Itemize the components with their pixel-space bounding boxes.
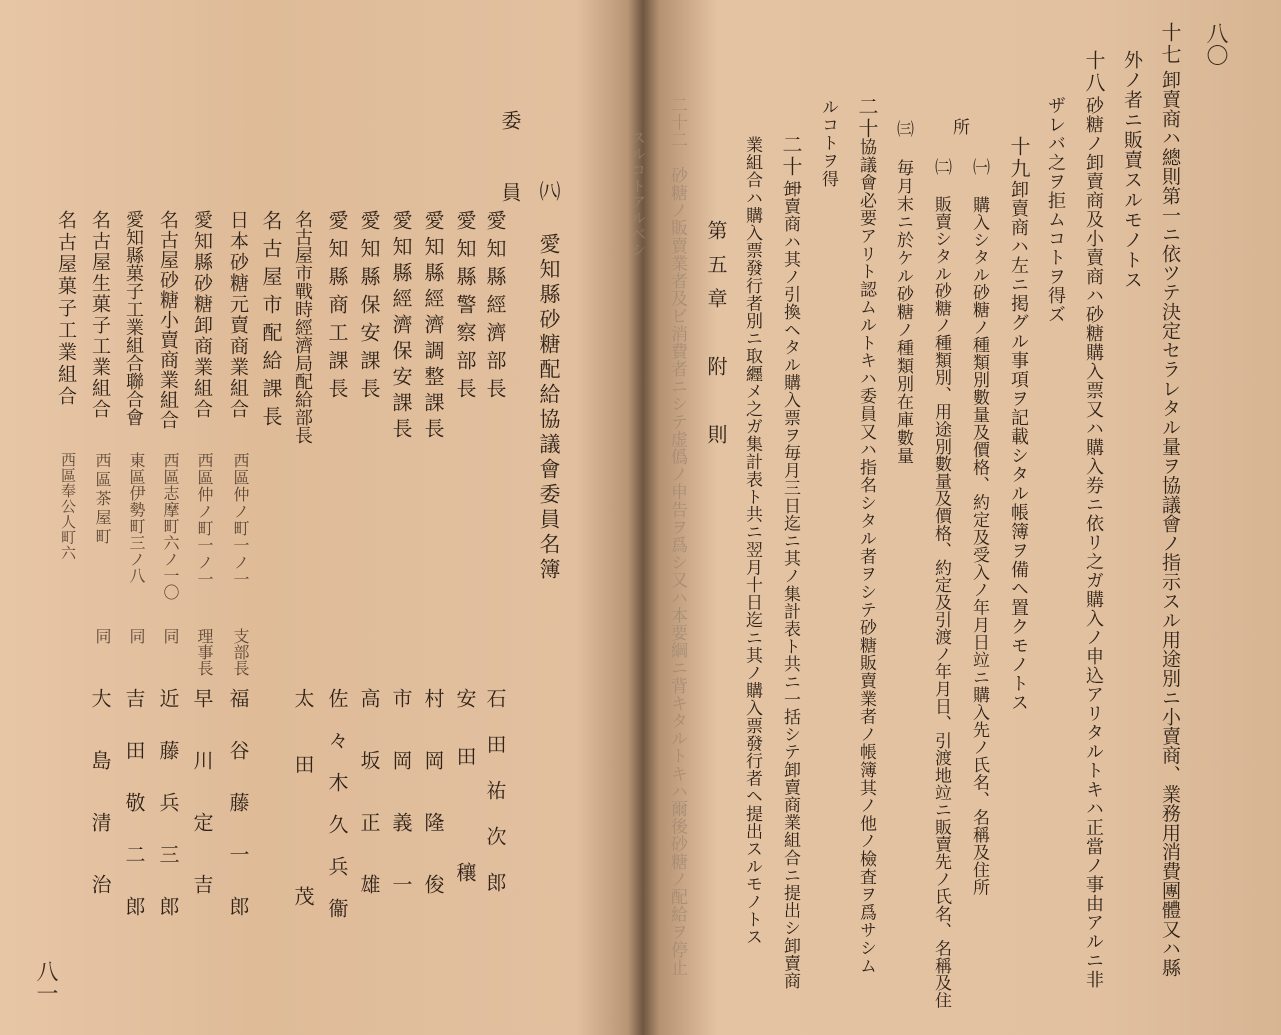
clause-19-item1-cont: 所 xyxy=(949,118,969,135)
committee-label: 委 員 xyxy=(498,110,522,218)
member-org: 愛知縣經濟保安課長 xyxy=(389,210,413,444)
member-org: 愛知縣經濟部長 xyxy=(483,210,507,406)
member-org: 名古屋砂糖小賣商業組合 xyxy=(157,210,179,430)
clause-21-number: 二十一 xyxy=(779,134,803,200)
member-address: 西區志摩町六ノ一〇 xyxy=(161,452,180,601)
member-org: 愛知縣警察部長 xyxy=(453,210,477,406)
member-address: 西區奉公人町六 xyxy=(59,452,77,561)
member-name: 太田 茂 xyxy=(291,688,315,952)
member-name: 佐々木久兵衞 xyxy=(325,688,349,940)
member-title: 同 xyxy=(161,628,180,644)
member-org: 名古屋菓子工業組合 xyxy=(55,210,77,408)
clause-19-line1: 卸賣商ハ左ニ掲グル事項ヲ記載シタル帳簿ヲ備ヘ置クモノトス xyxy=(1008,180,1029,712)
clause-17-number: 十七 xyxy=(1158,22,1182,66)
member-address: 東區伊勢町三ノ八 xyxy=(127,452,146,584)
member-org: 愛知縣砂糖卸商業組合 xyxy=(191,210,213,420)
clause-20-number: 二十 xyxy=(855,96,879,140)
member-address: 西區茶屋町 xyxy=(93,452,112,547)
clause-22-line2: スルコトアルベシ xyxy=(629,130,647,258)
member-org: 名古屋市配給課長 xyxy=(259,210,283,434)
page-number: 八一 xyxy=(33,960,58,1004)
clause-20-line2: ルコトヲ得 xyxy=(818,98,838,188)
member-org: 名古屋市戰時經濟局配給部長 xyxy=(292,210,313,444)
member-title: 支部長 xyxy=(231,628,250,676)
member-name: 安田 穰 xyxy=(453,688,477,920)
member-title: 同 xyxy=(127,628,146,644)
member-name: 市岡義一 xyxy=(389,688,413,936)
member-name: 早川定吉 xyxy=(190,688,214,936)
clause-20-line1: 協議會必要アリト認ムルトキハ委員又ハ指名シタル者ヲシテ砂糖販賣業者ノ帳簿其ノ他ノ檢査ヲ爲サシム xyxy=(856,138,876,975)
right-page xyxy=(610,0,1281,1035)
clause-18-number: 十八 xyxy=(1082,50,1106,94)
page-number: 八〇 xyxy=(1203,22,1228,66)
clause-17-line1: 卸賣商ハ總則第一ニ依ツテ決定セラレタル量ヲ協議會ノ指示スル用途別ニ小賣商、業務用消費團體又ハ縣 xyxy=(1159,70,1181,978)
member-org: 愛知縣保安課長 xyxy=(357,210,381,406)
clause-22-line1: 二十二 砂糖ノ販賣業者及ビ消費者ニシテ虚僞ノ申告ヲ爲シ又ハ本要綱ニ背キタルトキハ爾後砂糖ノ配給ヲ停止 xyxy=(667,96,687,976)
member-name: 近藤兵三郎 xyxy=(156,688,180,948)
clause-18-line2: ザレバ之ヲ拒ムコトヲ得ズ xyxy=(1045,96,1066,324)
member-address: 西區仲ノ町一ノ一 xyxy=(231,452,250,588)
member-name: 福谷藤一郎 xyxy=(226,688,250,948)
left-page xyxy=(0,0,600,1035)
member-address: 西區仲ノ町一ノ一 xyxy=(195,452,214,588)
clause-21-line1: 卸賣商ハ其ノ引換ヘタル購入票ヲ毎月三日迄ニ其ノ集計表ト共ニ一括シテ卸賣商業組合ニ提出シ卸賣商 xyxy=(780,180,800,990)
member-org: 日本砂糖元賣商業組合 xyxy=(227,210,249,420)
member-org: 愛知縣商工課長 xyxy=(325,210,349,406)
clause-17-line2: 外ノ者ニ販賣スルモノトス xyxy=(1121,50,1143,290)
clause-19-item3: ㈢ 毎月末ニ於ケル砂糖ノ種類別在庫數量 xyxy=(893,120,913,465)
member-name: 高坂正雄 xyxy=(357,688,381,936)
clause-19-item1: ㈠ 購入シタル砂糖ノ種類別數量及價格、約定及受入ノ年月日竝ニ購入先ノ氏名、名稱及住所 xyxy=(969,158,989,896)
clause-19-item2: ㈡ 販賣シタル砂糖ノ種類別、用途別數量及價格、約定及引渡ノ年月日、引渡地竝ニ販賣先ノ氏名、名稱及住 xyxy=(931,158,951,1009)
member-org: 愛知縣菓子工業組合聯合會 xyxy=(123,210,144,426)
member-name: 石田祐次郎 xyxy=(483,688,507,918)
clause-18-line1: 砂糖ノ卸賣商及小賣商ハ砂糖購入票又ハ購入券ニ依リ之ガ購入ノ申込アリタルトキハ正當ノ事由アルニ非 xyxy=(1083,96,1104,989)
member-list-heading: ㈧ 愛知縣砂糖配給協議會委員名簿 xyxy=(537,180,561,583)
clause-19-number: 十九 xyxy=(1007,136,1031,180)
member-name: 村岡隆俊 xyxy=(421,688,445,936)
member-org: 愛知縣經濟調整課長 xyxy=(421,210,445,444)
member-title: 理事長 xyxy=(195,628,214,676)
member-org: 名古屋生菓子工業組合 xyxy=(89,210,111,420)
clause-21-line2: 業組合ハ購入票發行者別ニ取纒メ之ガ集計表ト共ニ翌月十日迄ニ其ノ購入票發行者ヘ提出スルモノトス xyxy=(742,136,762,946)
chapter-heading: 第五章 附 則 xyxy=(704,220,728,458)
member-name: 大島清治 xyxy=(88,688,112,936)
member-name: 吉田敬二郎 xyxy=(122,688,146,948)
member-title: 同 xyxy=(93,628,112,644)
